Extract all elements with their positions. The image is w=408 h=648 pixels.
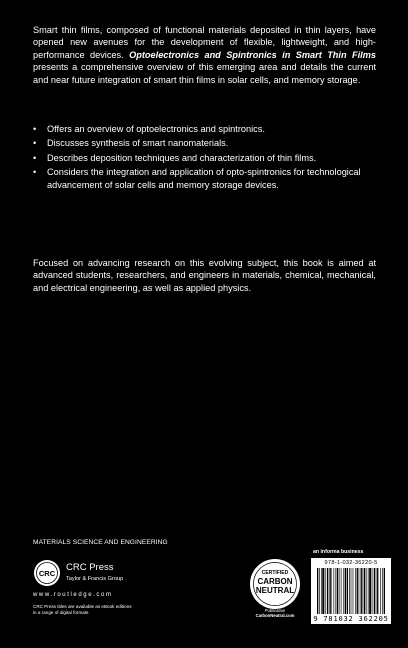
- intro-paragraph: [33, 24, 376, 86]
- feature-list: [33, 123, 376, 193]
- barcode-icon: [317, 568, 385, 614]
- ebook-note: [33, 604, 183, 617]
- list-item-text: Offers an overview of optoelectronics and spintronics.: [47, 124, 265, 134]
- carbon-neutral-badge-icon: [247, 557, 303, 611]
- bullet-glyph: •: [33, 124, 37, 134]
- publisher-name: CRC Press: [66, 562, 114, 573]
- barcode-digits: 9 781032 362205: [313, 615, 389, 623]
- closing-paragraph: Focused on advancing research on this evolving subject, this book is aimed at advanced students, researchers, and engineers in materials, chemical, mechanical, and electrical engineering, as well as applied physics.: [33, 258, 376, 293]
- publisher-group: Taylor & Francis Group: [66, 576, 124, 582]
- crc-logo-icon: [33, 559, 61, 587]
- publisher-url: www.routledge.com: [33, 592, 113, 598]
- carbon-url-text: CarbonNeutral.com: [255, 613, 295, 619]
- list-item: [33, 137, 376, 149]
- intro-after: presents a comprehensive overview of this emerging area and details the current and near future integration of smart thin films in solar cells, and memory storage.: [33, 62, 376, 85]
- bullet-glyph: •: [33, 152, 37, 163]
- list-item-text: Discusses synthesis of smart nanomaterials.: [47, 138, 229, 149]
- list-item: [33, 152, 376, 164]
- list-item: [33, 166, 376, 191]
- intro-before: Smart thin films, composed of functional materials deposited in thin layers, have opened new avenues for the development of flexible, lightweight, and high-performance devices.: [33, 25, 376, 60]
- list-item-text: Describes deposition techniques and characterization of thin films.: [47, 152, 317, 163]
- bullet-glyph: •: [33, 138, 37, 149]
- publisher-block: [33, 559, 163, 589]
- list-item-text: Considers the integration and application of opto-spintronics for technological advancement of solar cells and memory storage devices.: [47, 167, 361, 190]
- carbon-mid1-text: CARBON: [257, 577, 293, 586]
- book-title: Optoelectronics and Spintronics in Smart Thin Films: [129, 49, 376, 60]
- carbon-mid2-text: NEUTRAL: [255, 586, 295, 595]
- carbon-label: [244, 608, 306, 619]
- carbon-sub-text: Publication: [264, 608, 286, 613]
- isbn-text: 978-1-032-36220-5: [324, 560, 378, 566]
- bullet-glyph: •: [33, 167, 37, 178]
- carbon-top-text: CERTIFIED: [261, 570, 289, 576]
- crc-logo-text: CRC: [38, 569, 56, 578]
- ebook-note-line1: CRC Press titles are available as eBook editions: [33, 604, 132, 609]
- series-label: MATERIALS SCIENCE AND ENGINEERING: [33, 539, 168, 546]
- isbn-barcode: [311, 558, 391, 624]
- list-item: [33, 123, 376, 135]
- informa-label: an informa business: [313, 549, 364, 555]
- ebook-note-line2: in a range of digital formats: [33, 610, 89, 616]
